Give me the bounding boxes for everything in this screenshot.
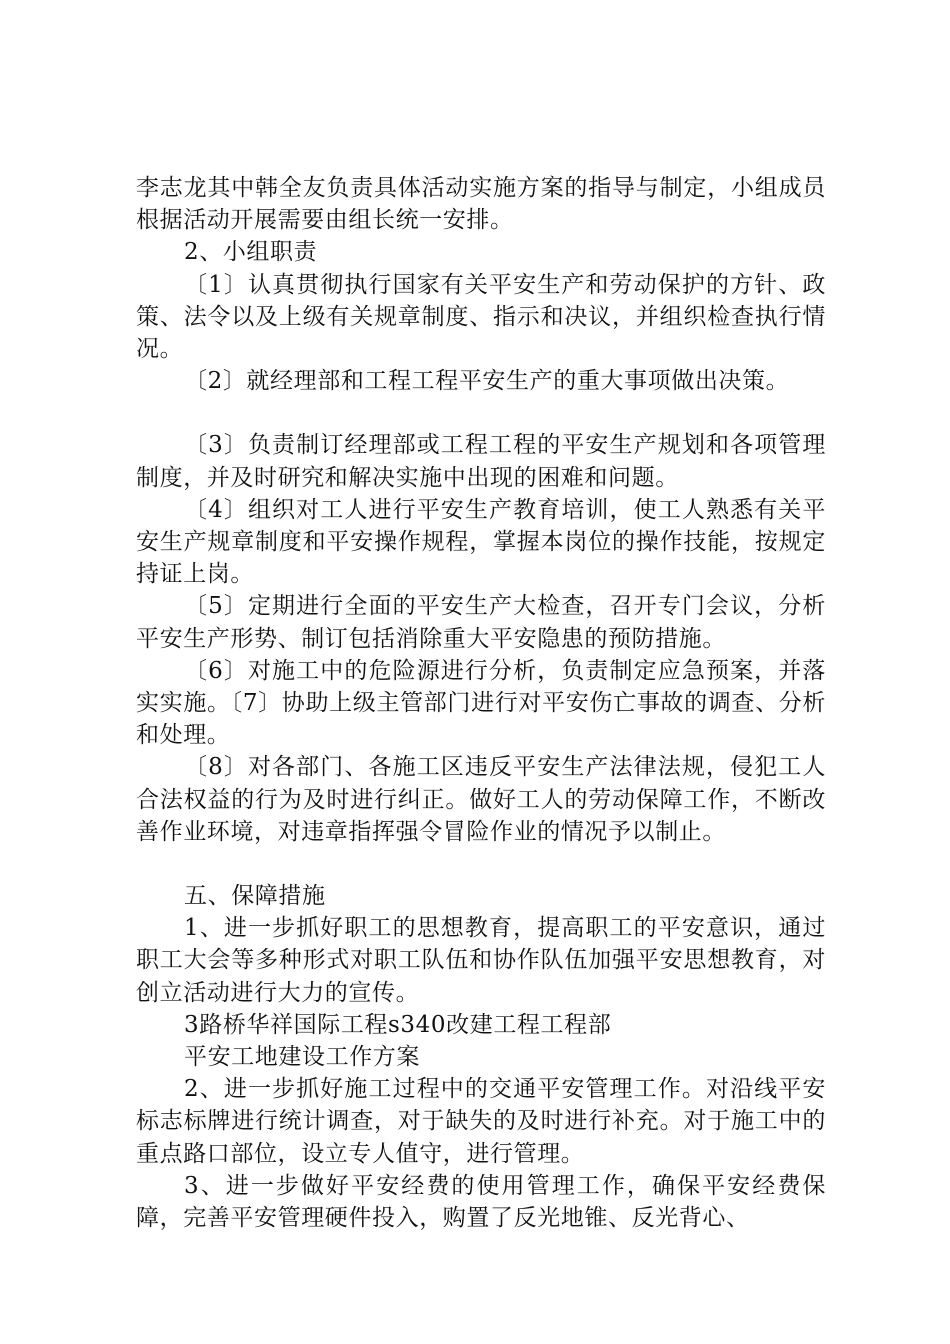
paragraph: 〔2〕就经理部和工程工程平安生产的重大事项做出决策。 — [184, 368, 790, 395]
paragraph: 2、进一步抓好施工过程中的交通平安管理工作。对沿线平安标志标牌进行统计调查，对于缺失的及时进行补充。对于施工中的重点路口部位，设立专人值守，进行管理。 — [136, 1076, 826, 1167]
document-body — [136, 172, 826, 1234]
paragraph: 李志龙其中韩全友负责具体活动实施方案的指导与制定，小组成员根据活动开展需要由组长统一安排。 — [136, 175, 826, 234]
paragraph: 〔1〕认真贯彻执行国家有关平安生产和劳动保护的方针、政策、法令以及上级有关规章制度、指示和决议，并组织检查执行情况。 — [136, 271, 826, 363]
section-heading: 五、保障措施 — [184, 883, 326, 910]
paragraph: 〔8〕对各部门、各施工区违反平安生产法律法规，侵犯工人合法权益的行为及时进行纠正。做好工人的劳动保障工作，不断改善作业环境，对违章指挥强令冒险作业的情况予以制止。 — [136, 754, 826, 845]
paragraph: 〔5〕定期进行全面的平安生产大检查，召开专门会议，分析平安生产形势、制订包括消除重大平安隐患的预防措施。 — [136, 593, 826, 652]
blank-line — [136, 397, 826, 429]
document-title: 平安工地建设工作方案 — [184, 1044, 420, 1071]
section-heading: 2、小组职责 — [184, 239, 318, 266]
project-name: 3路桥华祥国际工程s340改建工程工程部 — [184, 1011, 612, 1038]
paragraph: 〔6〕对施工中的危险源进行分析，负责制定应急预案，并落实实施。〔7〕协助上级主管部门进行对平安伤亡事故的调查、分析和处理。 — [136, 657, 826, 749]
paragraph: 〔4〕组织对工人进行平安生产教育培训，使工人熟悉有关平安生产规章制度和平安操作规程，掌握本岗位的操作技能，按规定持证上岗。 — [136, 496, 826, 588]
paragraph: 〔3〕负责制订经理部或工程工程的平安生产规划和各项管理制度，并及时研究和解决实施中出现的困难和问题。 — [136, 432, 826, 491]
blank-line — [136, 848, 826, 880]
paragraph: 1、进一步抓好职工的思想教育，提高职工的平安意识，通过职工大会等多种形式对职工队伍和协作队伍加强平安思想教育，对创立活动进行大力的宣传。 — [136, 915, 826, 1006]
paragraph: 3、进一步做好平安经费的使用管理工作，确保平安经费保障，完善平安管理硬件投入，购置了反光地锥、反光背心、 — [136, 1172, 826, 1232]
